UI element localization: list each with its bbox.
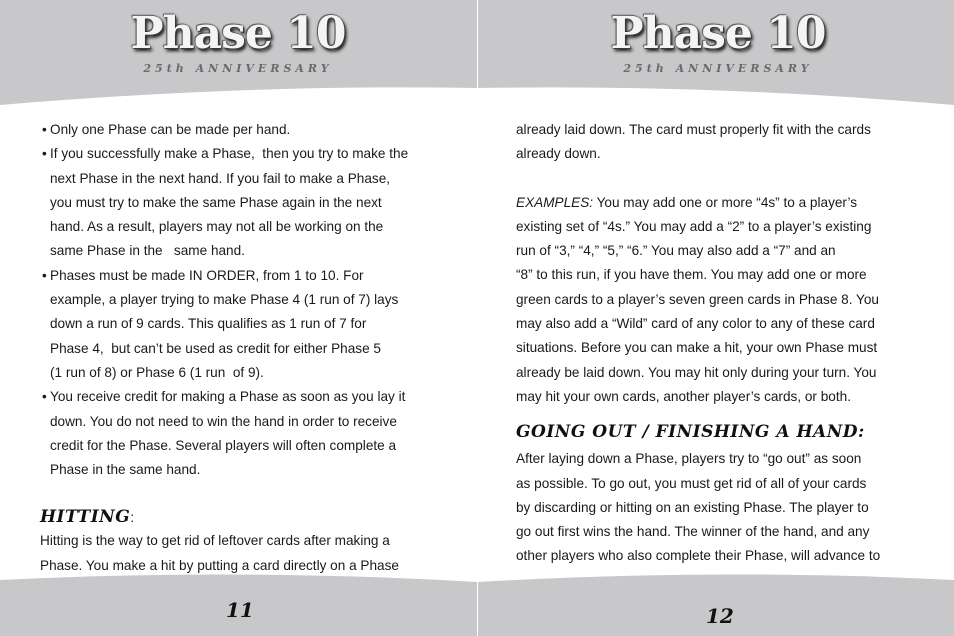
heading-colon: : bbox=[130, 509, 135, 526]
rules-bullet-list bbox=[40, 118, 460, 482]
bullet-line: next Phase in the next hand. If you fail to make a Phase, bbox=[50, 170, 391, 186]
hitting-paragraph bbox=[40, 529, 460, 578]
bullet-line: down a run of 9 cards. This qualifies as 1 run of 7 for bbox=[50, 316, 367, 332]
paragraph-line: as possible. To go out, you must get rid of all of your cards bbox=[516, 475, 867, 491]
section-heading-going-out: GOING OUT / FINISHING A HAND: bbox=[516, 422, 865, 443]
bullet-line: same Phase in the same hand. bbox=[50, 243, 245, 259]
bullet-line: example, a player trying to make Phase 4 (1 run of 7) lays bbox=[50, 292, 399, 308]
paragraph-line: other players who also complete their Phase, will advance to bbox=[516, 548, 881, 564]
paragraph-line: run of “3,” “4,” “5,” “6.” You may also add a “7” and an bbox=[516, 243, 836, 259]
rule-bullet-item bbox=[40, 142, 460, 263]
phase10-logo bbox=[568, 4, 868, 75]
paragraph-line: situations. Before you can make a hit, your own Phase must bbox=[516, 340, 878, 356]
bullet-line: You receive credit for making a Phase as soon as you lay it bbox=[50, 389, 406, 405]
paragraph-line: already laid down. The card must properly fit with the cards bbox=[516, 122, 871, 137]
bullet-line: hand. As a result, players may not all be working on the bbox=[50, 219, 384, 235]
examples-label: EXAMPLES: bbox=[516, 194, 594, 210]
paragraph-line: existing set of “4s.” You may add a “2” to a player’s existing bbox=[516, 218, 872, 234]
right-page bbox=[478, 0, 954, 636]
paragraph-line: Hitting is the way to get rid of leftover cards after making a bbox=[40, 533, 390, 549]
paragraph-line: Phase. You make a hit by putting a card directly on a Phase bbox=[40, 557, 399, 573]
logo-title: Phase 10 bbox=[610, 8, 826, 59]
bullet-icon: • bbox=[42, 146, 47, 162]
page-number: 11 bbox=[226, 598, 254, 622]
logo-title: Phase 10 bbox=[130, 8, 346, 59]
paragraph-line: After laying down a Phase, players try to “go out” as soon bbox=[516, 451, 862, 467]
paragraph-line: already be laid down. You may hit only during your turn. You bbox=[516, 364, 877, 380]
paragraph-line bbox=[516, 191, 936, 215]
examples-text: You may add one or more “4s” to a player’s bbox=[593, 194, 858, 210]
bullet-line: Phases must be made IN ORDER, from 1 to 10. For bbox=[50, 267, 364, 283]
bullet-line: If you successfully make a Phase, then you try to make the bbox=[50, 146, 409, 162]
bullet-icon: • bbox=[42, 122, 47, 137]
paragraph-line: may hit your own cards, another player’s cards, or both. bbox=[516, 388, 851, 404]
rule-bullet-item bbox=[40, 264, 460, 385]
paragraph-line: green cards to a player’s seven green cards in Phase 8. You bbox=[516, 291, 879, 307]
page-number: 12 bbox=[706, 604, 734, 628]
bullet-line: (1 run of 8) or Phase 6 (1 run of 9). bbox=[50, 364, 264, 380]
paragraph-line: by discarding or hitting on an existing Phase. The player to bbox=[516, 499, 869, 515]
rule-bullet-item bbox=[40, 385, 460, 482]
paragraph-line: may also add a “Wild” card of any color to any of these card bbox=[516, 316, 875, 332]
logo-subtitle: 25th ANNIVERSARY bbox=[623, 62, 813, 75]
paragraph-line: “8” to this run, if you have them. You may add one or more bbox=[516, 267, 867, 283]
bullet-line: you must try to make the same Phase again in the next bbox=[50, 194, 382, 210]
intro-paragraph bbox=[516, 118, 936, 167]
examples-paragraph bbox=[516, 191, 936, 410]
rule-bullet-item bbox=[40, 118, 460, 142]
bullet-line: Phase in the same hand. bbox=[50, 462, 201, 478]
bullet-icon: • bbox=[42, 267, 47, 283]
phase10-logo bbox=[88, 4, 388, 75]
right-page-body bbox=[516, 118, 936, 569]
going-out-paragraph bbox=[516, 447, 936, 568]
section-heading-hitting bbox=[40, 505, 460, 529]
paragraph-line: already down. bbox=[516, 146, 601, 162]
bullet-line: credit for the Phase. Several players will often complete a bbox=[50, 437, 397, 453]
paragraph-line: go out first wins the hand. The winner of the hand, and any bbox=[516, 524, 870, 540]
bullet-icon: • bbox=[42, 389, 47, 405]
left-page-body bbox=[40, 118, 460, 578]
bullet-line: Only one Phase can be made per hand. bbox=[50, 122, 291, 137]
heading-text: HITTING bbox=[40, 507, 131, 528]
logo-subtitle: 25th ANNIVERSARY bbox=[143, 62, 333, 75]
bullet-line: down. You do not need to win the hand in order to receive bbox=[50, 413, 397, 429]
bullet-line: Phase 4, but can’t be used as credit for either Phase 5 bbox=[50, 340, 381, 356]
